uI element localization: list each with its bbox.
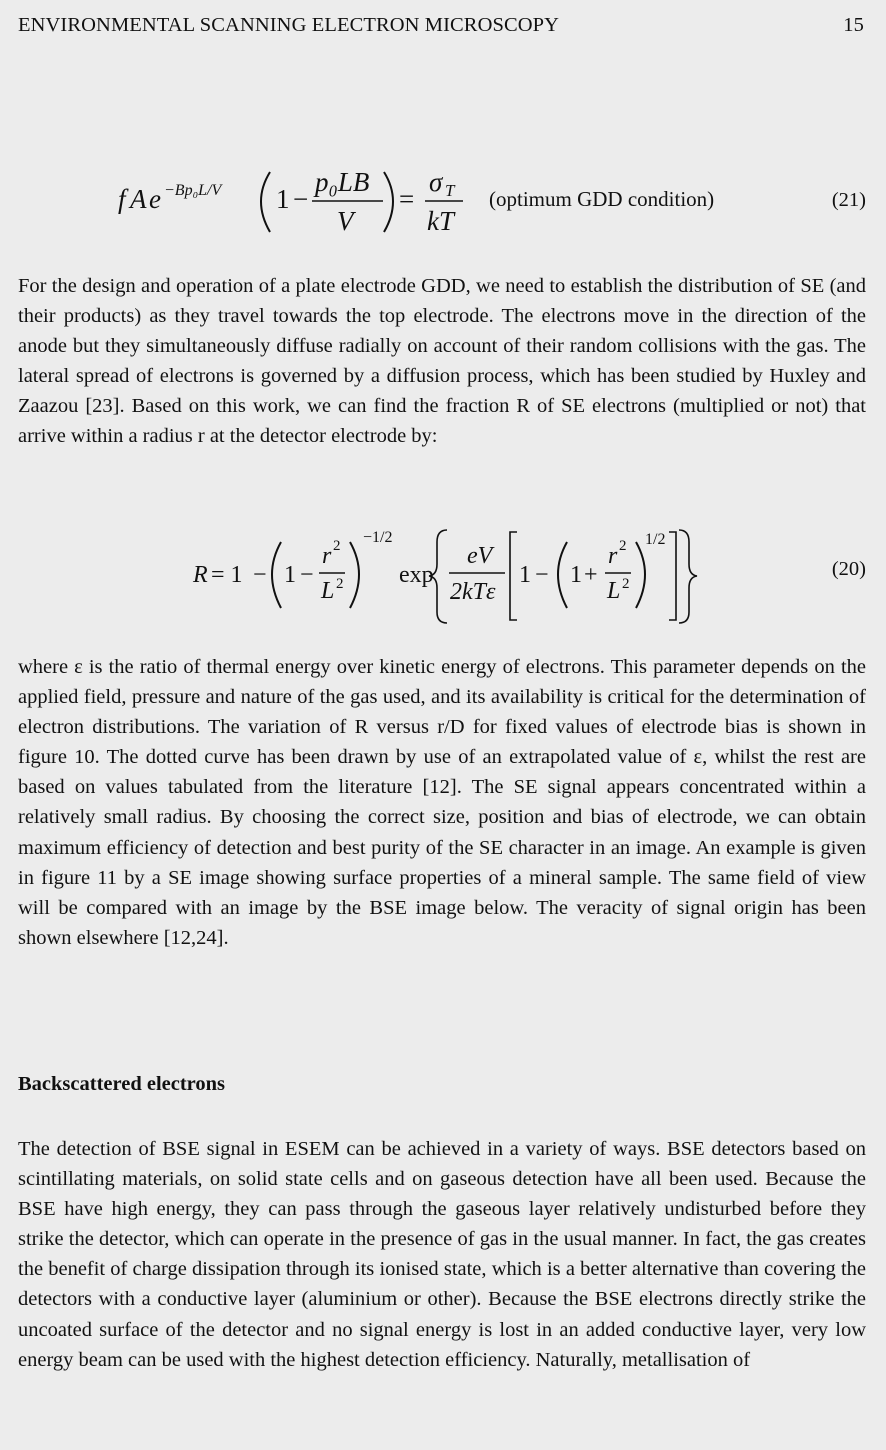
eq21-A: A — [130, 184, 147, 214]
eq20-2kTe: 2kTε — [450, 579, 496, 605]
eq20-eV: eV — [467, 543, 493, 569]
section-heading: Backscattered electrons — [18, 1073, 226, 1095]
eq21-condition: (optimum GDD condition) — [489, 187, 715, 211]
equation-20-number: (20) — [831, 558, 866, 580]
eq20-outer-exponent: −1/2 — [363, 529, 393, 546]
eq20-r-sq-1: 2 — [333, 538, 341, 554]
eq20-paren-left-1 — [272, 542, 281, 608]
equation-21 — [118, 150, 778, 245]
eq21-f: f — [118, 184, 126, 214]
eq20-bracket-right — [669, 532, 676, 620]
equation-20 — [193, 520, 713, 630]
eq20-paren-left-2 — [558, 542, 567, 608]
eq21-numerator: p₀LB — [315, 167, 370, 197]
eq20-paren-right-2 — [636, 542, 645, 608]
eq20-r-1: r — [322, 543, 332, 569]
eq20-L-1: L — [321, 578, 335, 604]
eq21-rhs-numerator: σ — [429, 167, 443, 197]
eq20-minus-3: − — [535, 562, 549, 588]
eq21-one: 1 — [276, 184, 290, 214]
eq21-minus: − — [293, 184, 309, 214]
running-head — [18, 14, 864, 37]
eq20-bracket-left — [510, 532, 517, 620]
eq20-brace-left — [429, 530, 447, 623]
eq20-one-2: 1 — [519, 562, 531, 588]
eq20-R: R — [193, 562, 208, 588]
eq20-plus: + — [584, 562, 598, 588]
eq20-minus-2: − — [300, 562, 314, 588]
eq20-one-3: 1 — [570, 562, 582, 588]
eq20-inner-exponent: 1/2 — [645, 531, 666, 548]
eq20-equals-one: = 1 — [211, 562, 243, 588]
eq21-rhs-denominator: kT — [427, 206, 454, 236]
eq21-exponent: −Bp₀L/V — [164, 182, 222, 199]
equation-21-number: (21) — [831, 189, 866, 211]
eq21-right-paren — [384, 172, 393, 232]
eq20-r-sq-2: 2 — [619, 538, 627, 554]
paragraph-3: The detection of BSE signal in ESEM can be achieved in a variety of ways. BSE detectors based on scintillating materials, on solid state cells and on gaseous detection have all been used. Because the BSE have high energy, they can pass through the gaseous layer relatively undisturbed before they strike the detector, which can operate in the presence of gas in the usual manner. In fact, the gas creates the benefit of charge dissipation through its ionised state, which is a better alternative than covering the detectors with a conductive layer (aluminium or other). Because the BSE electrons directly strike the uncoated surface of the detector and no signal energy is lost in an added conductive layer, very low energy beam can be used with the highest detection efficiency. Naturally, metallisation of — [18, 1138, 866, 1371]
eq20-L-2: L — [607, 578, 621, 604]
eq20-brace-right — [679, 530, 697, 623]
eq20-L-sq-2: 2 — [622, 576, 630, 592]
paragraph-1: For the design and operation of a plate electrode GDD, we need to establish the distribution of SE (and their products) as they travel towards the top electrode. The electrons move in the direction of the anode but they simultaneously diffuse radially on account of their random collisions with the gas. The lateral spread of electrons is governed by a diffusion process, which has been studied by Huxley and Zaazou [23]. Based on this work, we can find the fraction R of SE electrons (multiplied or not) that arrive within a radius r at the detector electrode by: — [18, 275, 866, 448]
eq21-denominator: V — [337, 206, 354, 236]
eq20-minus-1: − — [253, 562, 267, 588]
eq20-exp: exp — [399, 562, 434, 588]
eq21-e: e — [149, 184, 161, 214]
eq21-rhs-numerator-sub: T — [445, 181, 455, 200]
eq20-L-sq-1: 2 — [336, 576, 344, 592]
running-head-title: ENVIRONMENTAL SCANNING ELECTRON MICROSCOPY — [18, 14, 560, 36]
paragraph-2: where ε is the ratio of thermal energy over kinetic energy of electrons. This parameter depends on the applied field, pressure and nature of the gas used, and its availability is critical for the determination of electron distributions. The variation of R versus r/D for fixed values of electrode bias is shown in figure 10. The dotted curve has been drawn by use of an extrapolated value of ε, whilst the rest are based on values tabulated from the literature [12]. The SE signal appears concentrated within a relatively small radius. By choosing the correct size, position and bias of electrode, we can obtain maximum efficiency of detection and best purity of the SE character in an image. An example is given in figure 11 by a SE image showing surface properties of a mineral sample. The same field of view will be compared with an image by the BSE image below. The veracity of signal origin has been shown elsewhere [12,24]. — [18, 656, 866, 949]
eq21-left-paren — [261, 172, 270, 232]
eq21-equals: = — [399, 184, 415, 214]
eq20-paren-right-1 — [350, 542, 359, 608]
eq20-one-1: 1 — [284, 562, 296, 588]
page-number: 15 — [843, 14, 864, 36]
eq20-r-2: r — [608, 543, 618, 569]
